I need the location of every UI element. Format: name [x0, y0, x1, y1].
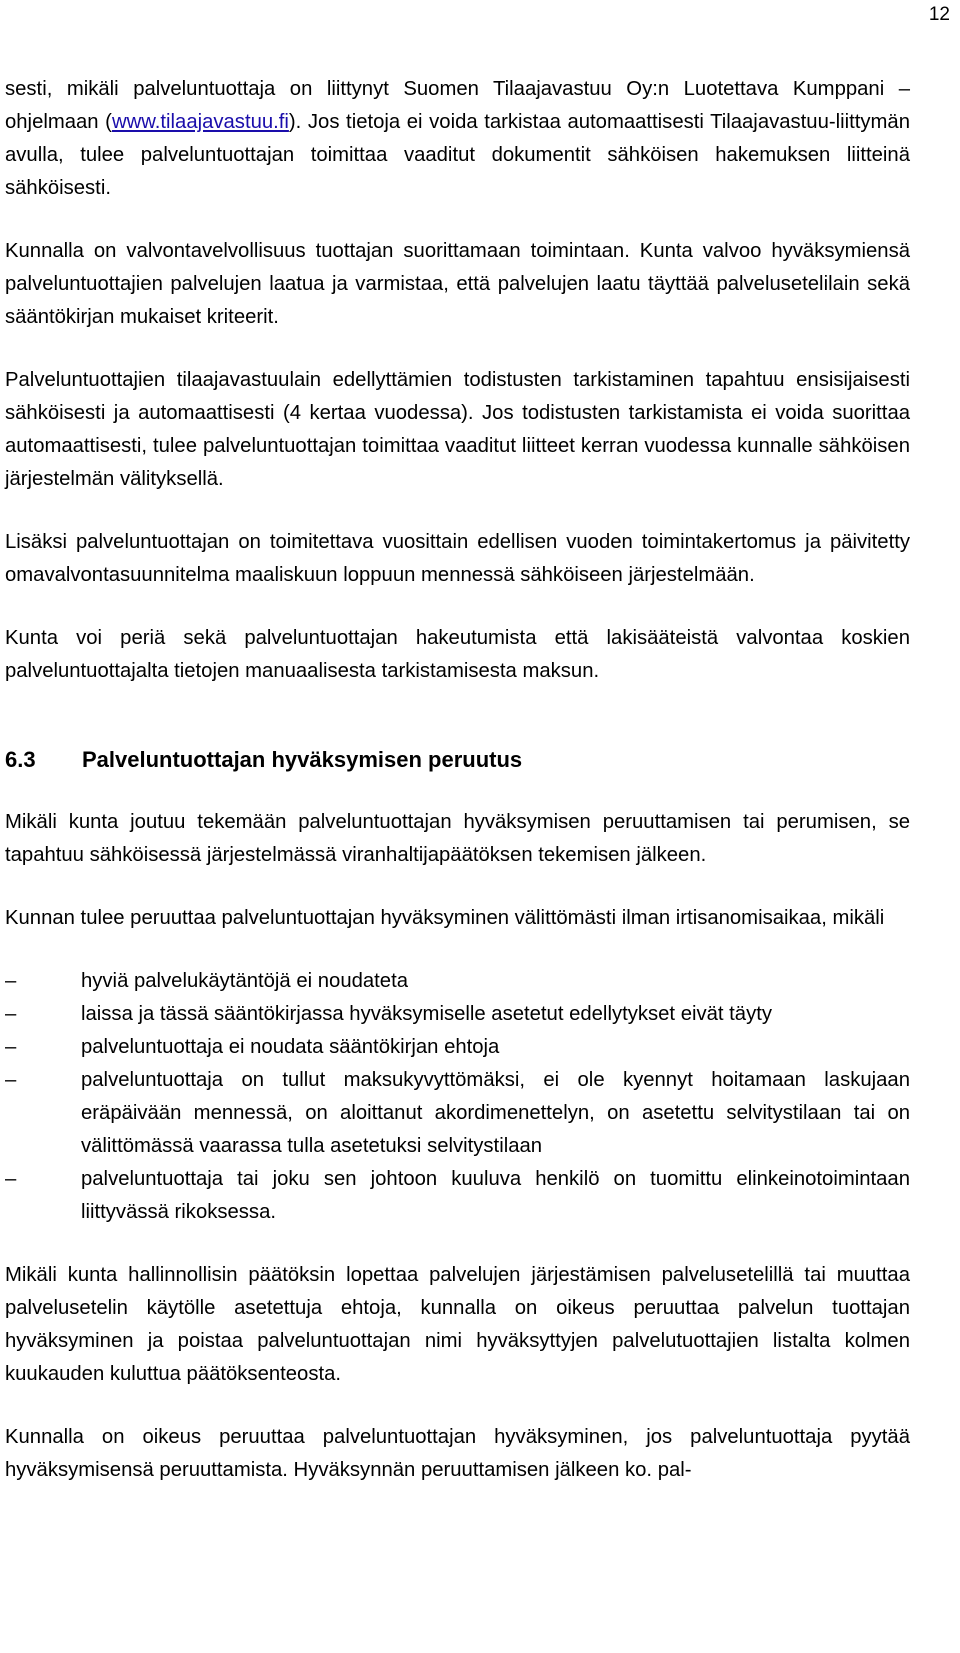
spacer [5, 776, 910, 806]
dash-bullet: – [5, 1036, 17, 1058]
page-number: 12 [928, 4, 950, 25]
dash-bullet: – [5, 1003, 17, 1025]
spacer [5, 205, 910, 235]
spacer [5, 592, 910, 622]
paragraph-irtisanomisaika: Kunnan tulee peruuttaa palveluntuottajan hyväksyminen välittömästi ilman irtisanomisaikaa, mikäli [5, 907, 885, 929]
spacer [5, 872, 910, 902]
section-heading [5, 743, 910, 776]
dash-bullet: – [5, 1168, 17, 1190]
tilaajavastuu-link[interactable]: www.tilaajavastuu.fi [111, 111, 289, 133]
list-item [5, 965, 910, 998]
spacer [5, 935, 910, 965]
section-number: 6.3 [5, 747, 36, 772]
paragraph-maksu: Kunta voi periä sekä palveluntuottajan hakeutumista että lakisääteistä valvontaa koskien palveluntuottajalta tietojen manuaalisesta tarkistamisesta maksun. [5, 627, 910, 682]
section-title: Palveluntuottajan hyväksymisen peruutus [82, 747, 523, 772]
paragraph-tilaajavastuu [5, 73, 910, 205]
paragraph-text: ). Jos tietoja ei voida tarkistaa automaattisesti Tilaajavastuu-liittymän avulla, tulee palveluntuottajan toimittaa vaaditut dokumentit sähköisen hakemuksen liitteinä sähköisesti. [5, 111, 910, 199]
list-item-text: palveluntuottaja on tullut maksukyvyttömäksi, ei ole kyennyt hoitamaan laskujaan eräpäivään mennessä, on aloittanut akordimenettelyn, on asetettu selvitystilaan tai on välittömässä vaarassa tulla asetetuksi selvitystilaan [81, 1069, 910, 1157]
list-item [5, 998, 910, 1031]
list-item [5, 1163, 910, 1229]
list-item [5, 1064, 910, 1163]
paragraph-peruuttaminen: Mikäli kunta joutuu tekemään palveluntuottajan hyväksymisen peruuttamisen tai perumisen, se tapahtuu sähköisessä järjestelmässä viranhaltijapäätöksen tekemisen jälkeen. [5, 811, 910, 866]
list-item-text: palveluntuottaja ei noudata sääntökirjan ehtoja [81, 1036, 500, 1058]
paragraph-oma-pyynto: Kunnalla on oikeus peruuttaa palveluntuottajan hyväksyminen, jos palveluntuottaja pyytää hyväksymisensä peruuttamista. Hyväksynnän peruuttamisen jälkeen ko. pal- [5, 1426, 910, 1481]
spacer [5, 1391, 910, 1421]
spacer [5, 334, 910, 364]
paragraph-todistukset: Palveluntuottajien tilaajavastuulain edellyttämien todistusten tarkistaminen tapahtuu ensisijaisesti sähköisesti ja automaattisesti (4 kertaa vuodessa). Jos todistusten tarkistamista ei voida suorittaa automaattisesti, tulee palveluntuottajan toimittaa vaaditut liitteet kerran vuodessa kunnalle sähköisen järjestelmän välityksellä. [5, 369, 910, 490]
spacer [5, 1229, 910, 1259]
paragraph-valvonta: Kunnalla on valvontavelvollisuus tuottajan suorittamaan toimintaan. Kunta valvoo hyväksymiensä palveluntuottajien palvelujen laatua ja varmistaa, että palvelujen laatu täyttää palvelusetelilain sekä sääntökirjan mukaiset kriteerit. [5, 240, 910, 328]
paragraph-toimintakertomus: Lisäksi palveluntuottajan on toimitettava vuosittain edellisen vuoden toimintakertomus ja päivitetty omavalvontasuunnitelma maaliskuun loppuun mennessä sähköiseen järjestelmään. [5, 531, 910, 586]
list-item [5, 1031, 910, 1064]
paragraph-text: sesti, mikäli palveluntuottaja on liittynyt Suomen Tilaajavastuu Oy:n Luotettava Kumppani –ohjelmaan ( [5, 78, 910, 133]
spacer [5, 688, 910, 743]
spacer [5, 496, 910, 526]
paragraph-hallinnollinen-paatos: Mikäli kunta hallinnollisin päätöksin lopettaa palvelujen järjestämisen palvelusetelillä tai muuttaa palvelusetelin käytölle asetettuja ehtoja, kunnalla on oikeus peruuttaa palvelun tuottajan hyväksyminen ja poistaa palveluntuottajan nimi hyväksyttyjen palvelutuottajien listalta kolmen kuukauden kuluttua päätöksenteosta. [5, 1264, 910, 1385]
document-body [5, 73, 910, 1487]
dash-bullet: – [5, 970, 17, 992]
dash-bullet: – [5, 1069, 17, 1091]
list-item-text: laissa ja tässä sääntökirjassa hyväksymiselle asetetut edellytykset eivät täyty [81, 1003, 772, 1025]
list-item-text: hyviä palvelukäytäntöjä ei noudateta [81, 970, 408, 992]
conditions-list [5, 965, 910, 1229]
list-item-text: palveluntuottaja tai joku sen johtoon kuuluva henkilö on tuomittu elinkeinotoimintaan liittyvässä rikoksessa. [81, 1168, 910, 1223]
